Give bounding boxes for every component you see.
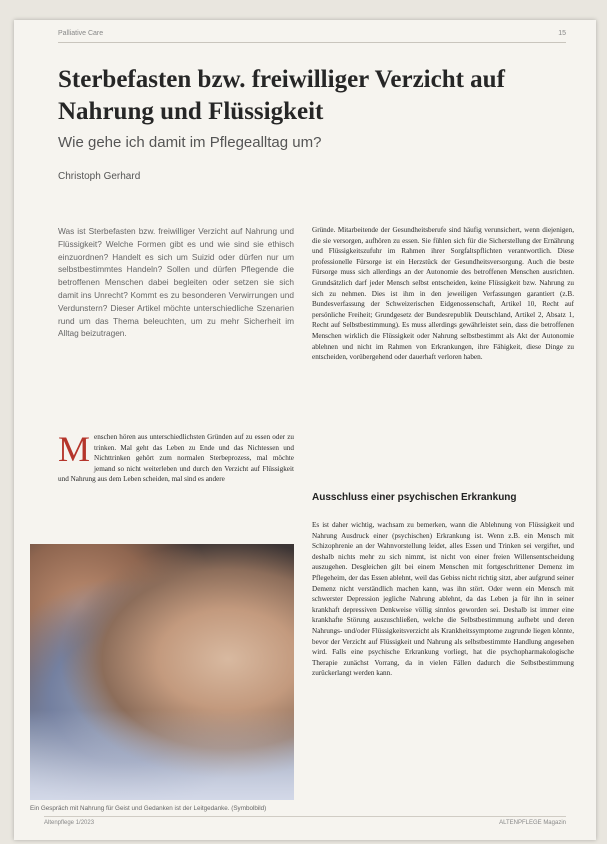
page-number: 15 — [558, 30, 566, 37]
photo-caption: Ein Gespräch mit Nahrung für Geist und Gedanken ist der Leitgedanke. (Symbolbild) — [30, 805, 267, 812]
footer-divider — [44, 816, 566, 817]
article-photo — [30, 544, 294, 800]
header-divider — [58, 42, 566, 43]
column2-text-bottom: Es ist daher wichtig, wachsam zu bemerken, wann die Ablehnung von Flüssigkeit und Nahrung Ausdruck einer (psychischen) Erkrankung ist. Wenn z.B. ein Mensch mit Schizophrenie an der Wahnvorstellung leidet, alles Essen und Trinken sei vergiftet, und deshalb nichts mehr zu sich nimmt, ist nicht von einer freien Willensentscheidung auszugehen. Desgleichen gilt bei einem Menschen mit fortgeschrittener Demenz im Pflegeheim, der das Essen ablehnt, weil das Gebiss nicht richtig sitzt, aber aufgrund seiner Demenz nicht verständlich machen kann, was ihn stört. Oder wenn ein Mensch mit schwerster Depression jegliche Nahrung ablehnt, da das Leben ja für ihn in seiner krankhaft depressiven Denkweise völlig sinnlos geworden sei. Deshalb ist immer eine krankhafte Störung auszuschließen, welche die Selbstbestimmung aufhebt und deren Nahrungs- und/oder Flüssigkeitsverzicht als Krankheitssymptome zugrunde liegen könnte, bevor der Verzicht auf Flüssigkeit und Nahrung als selbstbestimmte Handlung angesehen wird. Falls eine psychische Erkrankung vorliegt, hat die psychopharmakologische Therapie zunächst Vorrang, da in vielen Fällen dadurch die Selbstbestimmung zurückerlangt werden kann. — [312, 521, 574, 678]
footer-issue: Altenpflege 1/2023 — [44, 820, 95, 826]
drop-cap: M — [58, 429, 91, 469]
column2-text-top: Gründe. Mitarbeitende der Gesundheitsberufe sind häufig verunsichert, wenn diejenigen, die sie versorgen, aufhören zu essen. Sie fühlen sich für die Sicherstellung der Ernährung und Flüssigkeitszufuhr im Rahmen ihrer Sorgfaltspflichten verantwortlich. Diese professionelle Fürsorge ist ein Herzstück der Gesundheitsversorgung. Auch die beste Fürsorge muss sich allerdings an der Autonomie des betroffenen Menschen ausrichten. Grundsätzlich darf jeder Mensch selbst entscheiden, keine Flüssigkeit bzw. Nahrung zu sich zu nehmen. Dies ist ihm in den jeweiligen Verfassungen garantiert (z.B. Bundesverfassung der Schweizerischen Eidgenossenschaft, Artikel 10, Recht auf persönliche Freiheit; Grundgesetz der Bundesrepublik Deutschland, Artikel 2, Absatz 1, Recht auf Selbstbestimmung). Es muss allerdings gewährleistet sein, dass die betroffenen Menschen wirklich die Flüssigkeit oder Nahrung selbstbestimmt als Akt der Autonomie ablehnen und nicht im Rahmen von Erkrankungen, ihre Fähigkeit, diese Dinge zu entscheiden, vorübergehend oder dauerhaft verloren haben. — [312, 226, 574, 362]
article-lead-paragraph — [58, 429, 294, 485]
lead-text: enschen hören aus unterschiedlichsten Gründen auf zu essen oder zu trinken. Mal geht das Leben zu Ende und das Nichtessen und Nichttrinken gehört zum normalen Sterbeprozess, mal möchte jemand so nicht weiterleben und durch den Verzicht auf Flüssigkeit und Nahrung aus dem Leben scheiden, mal sind es andere — [58, 433, 294, 484]
article-author: Christoph Gerhard — [58, 171, 141, 182]
article-intro: Was ist Sterbefasten bzw. freiwilliger Verzicht auf Nahrung und Flüssigkeit? Welche Formen gibt es und wie sind sie ethisch einzuordnen? Handelt es sich um Suizid oder dürfen nur um selbstbestimmtes Handeln? Sollen und dürfen Pflegende die betroffenen Menschen dabei begleiten oder setzen sie sich damit ins Unrecht? Kommt es zu besonderen Verwirrungen und Verdunstern? Dieser Artikel möchte unterschiedliche Szenarien rund um das Thema beleuchten, um zu mehr Sicherheit im Alltag beizutragen. — [58, 226, 294, 339]
article-title: Sterbefasten bzw. freiwilliger Verzicht auf Nahrung und Flüssigkeit — [58, 66, 505, 125]
footer-magazine: ALTENPFLEGE Magazin — [499, 820, 566, 826]
article-subtitle: Wie gehe ich damit im Pflegealltag um? — [58, 134, 322, 151]
photo-bedsheet — [30, 710, 294, 800]
magazine-page — [14, 20, 596, 840]
section-subheading: Ausschluss einer psychischen Erkrankung — [312, 492, 517, 503]
section-label: Palliative Care — [58, 30, 104, 37]
